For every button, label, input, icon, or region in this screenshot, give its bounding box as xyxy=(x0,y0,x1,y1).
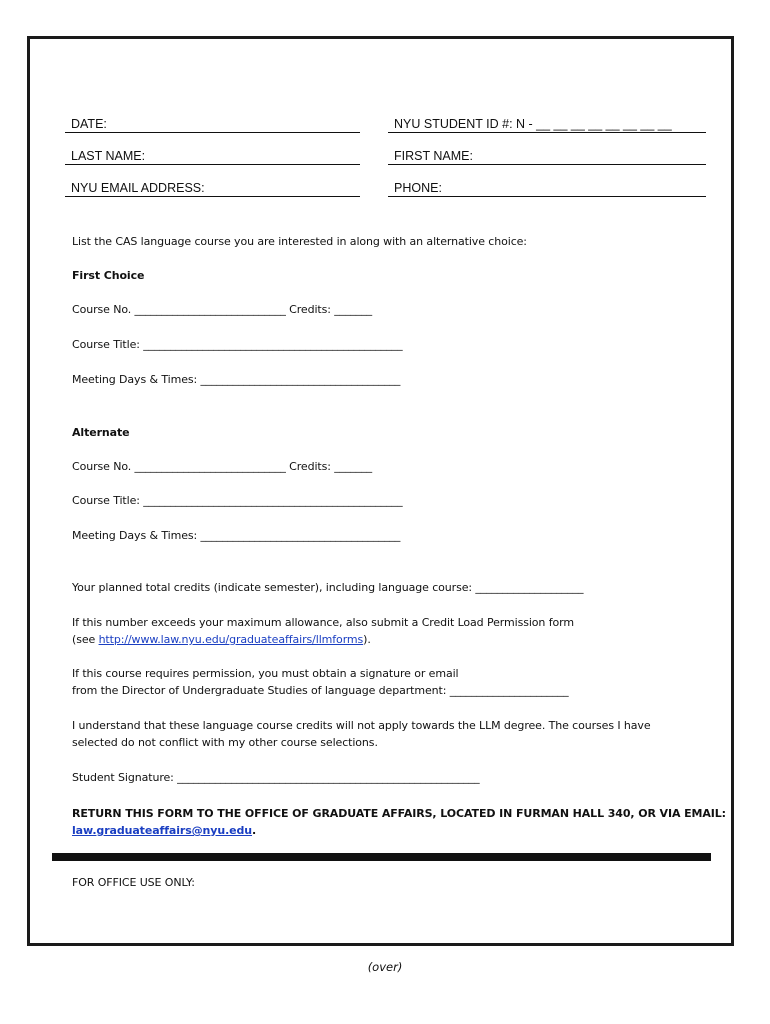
last-name-label: LAST NAME: xyxy=(71,149,146,163)
over-footer: (over) xyxy=(367,960,403,974)
student-signature-line[interactable]: Student Signature: ________________________________________________________ xyxy=(72,771,480,784)
exceeds-text: If this number exceeds your maximum allowance, also submit a Credit Load Permission form xyxy=(72,616,574,629)
planned-credits-line[interactable]: Your planned total credits (indicate semester), including language course: ____________________ xyxy=(72,581,584,594)
first-choice-course-no[interactable]: Course No. ____________________________ Credits: _______ xyxy=(72,303,373,316)
understand-text-1: I understand that these language course credits will not apply towards the LLM degree. The courses I have xyxy=(72,719,651,732)
email-field[interactable] xyxy=(65,180,360,197)
return-email-suffix: . xyxy=(252,824,257,837)
first-name-label: FIRST NAME: xyxy=(394,149,473,163)
exceeds-link-line xyxy=(72,631,371,648)
llm-forms-link[interactable]: http://www.law.nyu.edu/graduateaffairs/llmforms xyxy=(98,633,364,646)
first-choice-meeting[interactable]: Meeting Days & Times: _____________________________________ xyxy=(72,373,401,386)
alternate-course-title[interactable]: Course Title: ________________________________________________ xyxy=(72,494,403,507)
alternate-course-no[interactable]: Course No. ____________________________ Credits: _______ xyxy=(72,460,373,473)
exceeds-prefix: (see xyxy=(72,633,99,646)
date-field[interactable] xyxy=(65,116,360,133)
first-name-field[interactable] xyxy=(388,148,706,165)
exceeds-suffix: ). xyxy=(363,633,371,646)
student-id-label: NYU STUDENT ID #: N - __ __ __ __ __ __ __ __ xyxy=(394,117,672,131)
office-use-label: FOR OFFICE USE ONLY: xyxy=(72,876,195,889)
phone-field[interactable] xyxy=(388,180,706,197)
graduate-affairs-email-link[interactable]: law.graduateaffairs@nyu.edu xyxy=(72,824,253,837)
date-label: DATE: xyxy=(71,117,107,131)
permission-signature-line[interactable]: from the Director of Undergraduate Studies of language department: ______________________ xyxy=(72,684,569,697)
last-name-field[interactable] xyxy=(65,148,360,165)
first-choice-course-title[interactable]: Course Title: ________________________________________________ xyxy=(72,338,403,351)
email-label: NYU EMAIL ADDRESS: xyxy=(71,181,205,195)
permission-text: If this course requires permission, you must obtain a signature or email xyxy=(72,667,459,680)
understand-text-2: selected do not conflict with my other course selections. xyxy=(72,736,378,749)
student-id-field[interactable] xyxy=(388,116,706,133)
instructions-text: List the CAS language course you are interested in along with an alternative choice: xyxy=(72,235,527,248)
alternate-meeting[interactable]: Meeting Days & Times: _____________________________________ xyxy=(72,529,401,542)
alternate-heading: Alternate xyxy=(72,426,130,439)
first-choice-heading: First Choice xyxy=(72,269,145,282)
return-notice: RETURN THIS FORM TO THE OFFICE OF GRADUATE AFFAIRS, LOCATED IN FURMAN HALL 340, OR VIA EMAIL: xyxy=(72,807,726,820)
phone-label: PHONE: xyxy=(394,181,442,195)
return-email-line xyxy=(72,822,256,839)
section-divider xyxy=(52,853,711,861)
